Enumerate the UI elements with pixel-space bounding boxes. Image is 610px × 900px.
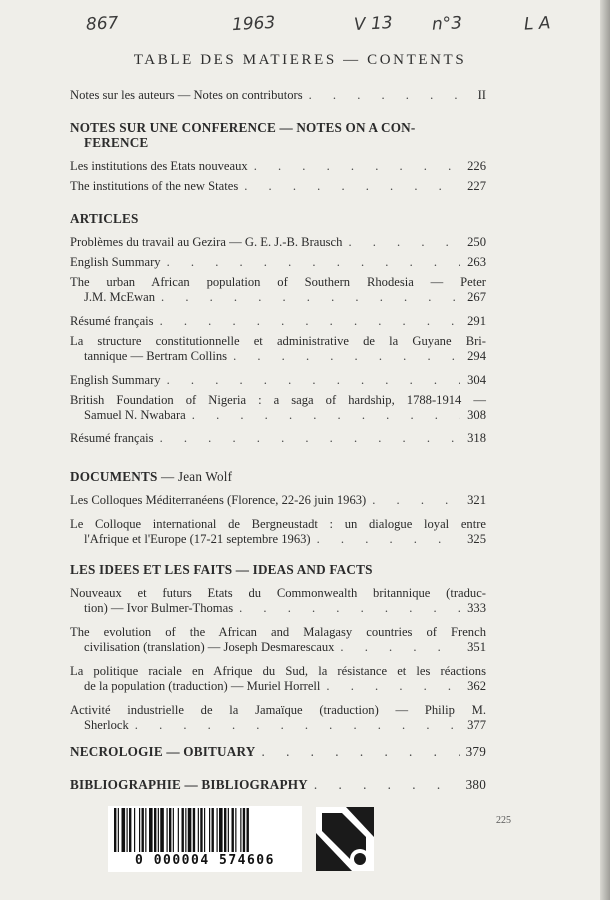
barcode-bar [228,808,229,852]
barcode-bar [219,808,223,852]
toc-entry: The urban African population of Southern Rhodesia — Peter J.M. McEwan . . . 267 [70,275,486,305]
barcode-bar [178,808,179,852]
barcode-bar [182,808,184,852]
handwritten-ref: 867 [85,13,119,35]
section-heading-documents: DOCUMENTS — Jean Wolf [70,469,233,484]
page-edge [600,0,610,900]
barcode-bar [169,808,171,852]
toc-entry: Nouveaux et futurs Etats du Commonwealth britannique (traduc- tion) — Ivor Bulmer-Thomas . . . 333 [70,586,486,616]
page-number: 304 [467,373,486,387]
page-number: 267 [467,290,486,304]
page-number: 250 [467,235,486,249]
barcode-bar [198,808,199,852]
handwritten-year: 1963 [231,12,276,36]
page-title: TABLE DES MATIERES — CONTENTS [133,52,467,68]
barcode-bar [243,808,245,852]
section-bibliographie: BIBLIOGRAPHIE — BIBLIOGRAPHY . . . 380 [70,777,486,792]
toc-entry: Résumé français . . . 291 [70,314,486,329]
page-number: 351 [467,640,486,654]
page-number: 263 [467,255,486,269]
page-number: 325 [467,532,486,546]
barcode-bar [154,808,156,852]
page-number: 308 [467,408,486,422]
barcode-bar [209,808,210,852]
barcode-bar [173,808,174,852]
section-heading-articles: ARTICLES [70,211,139,226]
barcode-bar [204,808,205,852]
folio-page-number: 225 [496,815,511,826]
barcode-bar [129,808,131,852]
barcode-bar [200,808,202,852]
barcode-bar [134,808,135,852]
barcode-bar [167,808,168,852]
page-number: 333 [467,601,486,615]
toc-entry: La politique raciale en Afrique du Sud, la résistance et les réactions de la population (traduction) — Muriel Horrell . . . 362 [70,664,486,694]
toc-entry-contributors [70,88,486,103]
toc-entry: Problèmes du travail au Gezira — G. E. J.-B. Brausch . . . 250 [70,235,486,250]
toc-entry: British Foundation of Nigeria : a saga of hardship, 1788-1914 — Samuel N. Nwabara . . . 308 [70,393,486,423]
page-number: 321 [467,493,486,507]
barcode-bar [160,808,164,852]
barcode-bar [193,808,195,852]
barcode-bar [127,808,128,852]
barcode-bar [212,808,214,852]
barcode-bar [224,808,226,852]
toc-entry: English Summary . . . 304 [70,373,486,388]
barcode-bars [114,808,296,852]
barcode-bar [240,808,241,852]
barcode-bar [158,808,159,852]
page-number: 318 [467,431,486,445]
barcode-bar [247,808,249,852]
page-number: 377 [467,718,486,732]
barcode-bar [114,808,116,852]
barcode-bar [232,808,234,852]
toc-entry: Les Colloques Méditerranéens (Florence, 22-26 juin 1963) . . . 321 [70,493,486,508]
barcode [108,806,302,872]
section-necrologie: NECROLOGIE — OBITUARY . . . 379 [70,744,486,759]
library-logo [316,807,374,871]
barcode-bar [142,808,144,852]
barcode-bar [185,808,186,852]
barcode-digits: 0 000004 574606 [135,853,275,868]
handwritten-volume: V 13 [353,13,394,35]
barcode-bar [217,808,218,852]
page-number: 291 [467,314,486,328]
toc-entry: Les institutions des Etats nouveaux . . . 226 [70,159,486,174]
page-number: II [477,88,486,102]
toc-entry: English Summary . . . 263 [70,255,486,270]
toc-entry: Le Colloque international de Bergneustadt : un dialogue loyal entre l'Afrique et l'Europe (17-21 septembre 1963) . . . 325 [70,517,486,547]
page-number: 294 [467,349,486,363]
toc-entry: The evolution of the African and Malagasy countries of French civilisation (translation) — Joseph Desmarescaux . . . 351 [70,625,486,655]
toc-entry: Résumé français . . . 318 [70,431,486,446]
entry-text: Notes sur les auteurs — Notes on contributors [70,88,303,102]
handwritten-number: n°3 [431,13,463,35]
page-number: 362 [467,679,486,693]
toc-entry: The institutions of the new States . . . 227 [70,179,486,194]
barcode-bar [118,808,119,852]
barcode-bar [145,808,146,852]
section-heading-ideas: LES IDEES ET LES FAITS — IDEAS AND FACTS [70,562,373,577]
handwritten-shelf: L A [523,13,552,35]
toc-entry: La structure constitutionnelle et administrative de la Guyane Bri- tannique — Bertram Collins . . . 294 [70,334,486,364]
barcode-bar [188,808,192,852]
barcode-bar [122,808,126,852]
barcode-bar [149,808,153,852]
section-heading-conference: NOTES SUR UNE CONFERENCE — NOTES ON A CON- FERENCE [70,120,416,150]
barcode-bar [235,808,236,852]
barcode-bar [139,808,140,852]
toc-entry: Activité industrielle de la Jamaïque (traduction) — Philip M. Sherlock . . . 377 [70,703,486,733]
